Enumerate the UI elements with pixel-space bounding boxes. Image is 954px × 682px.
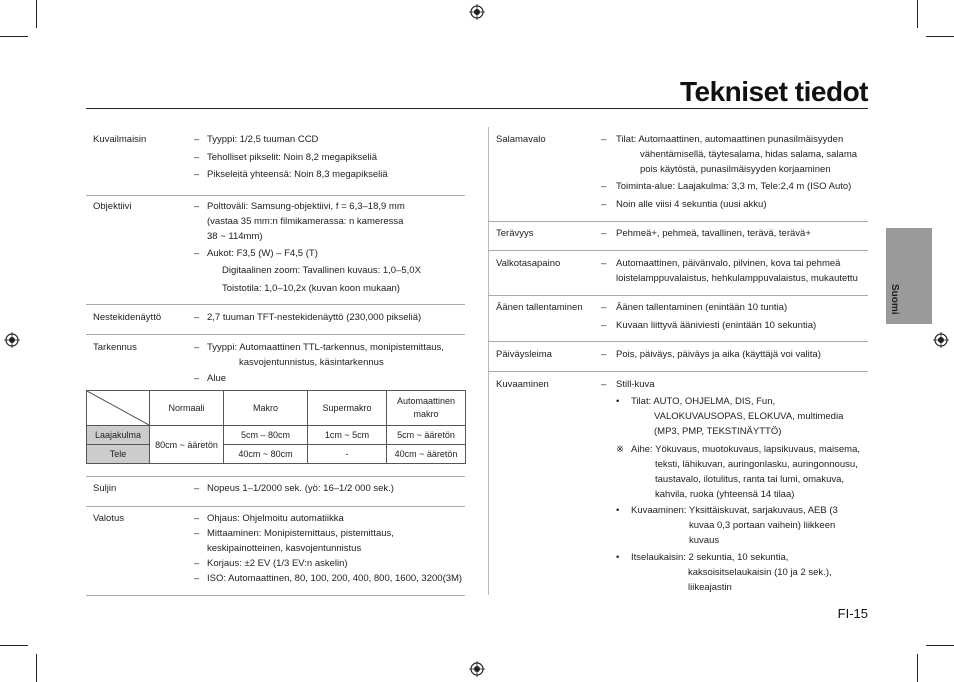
- spec-item: Kuvaaminen: Yksittäiskuvat, sarjakuvaus, AEB (3: [631, 505, 838, 516]
- table-cell: 5cm – 80cm: [224, 426, 308, 445]
- registration-mark-icon: [4, 332, 20, 348]
- dash-marker: –: [194, 248, 200, 259]
- spec-item: taustavalo, ilotulitus, ranta tai lumi, omakuva,: [655, 474, 845, 485]
- spec-item: Tyyppi: Automaattinen TTL-tarkennus, monipistemittaus,: [207, 342, 444, 353]
- spec-item: Pois, päiväys, päiväys ja aika (käyttäjä voi valita): [616, 349, 821, 360]
- focus-range-table: [86, 390, 466, 464]
- spec-item: Kuvaan liittyvä ääniviesti (enintään 10 sekuntia): [616, 320, 817, 331]
- row-header: Laajakulma: [87, 426, 150, 445]
- spec-item: Mittaaminen: Monipistemittaus, pistemittaus,: [207, 528, 394, 539]
- separator: [488, 295, 868, 296]
- table-cell: 1cm ~ 5cm: [308, 426, 387, 445]
- spec-item: kahvila, ruoka (yhteensä 14 tilaa): [655, 489, 795, 500]
- spec-item: liikeajastin: [688, 582, 732, 593]
- spec-item: kuvaa 0,3 portaan vaihein) liikkeen: [689, 520, 836, 531]
- spec-item: kaksoisitselaukaisin (10 ja 2 sek.),: [688, 567, 832, 578]
- spec-item: loistelamppuvalaistus, hehkulamppuvalaistus, mukautettu: [616, 273, 858, 284]
- crop-mark: [36, 0, 37, 28]
- separator: [488, 250, 868, 251]
- dash-marker: –: [194, 558, 200, 569]
- spec-item: Pehmeä+, pehmeä, tavallinen, terävä, terävä+: [616, 228, 811, 239]
- spec-item: Automaattinen, päivänvalo, pilvinen, kova tai pehmeä: [616, 258, 841, 269]
- dash-marker: –: [194, 483, 200, 494]
- crop-mark: [0, 36, 28, 37]
- spec-label: Kuvaaminen: [496, 379, 549, 390]
- spec-label: Valkotasapaino: [496, 258, 561, 269]
- spec-item: Ohjaus: Ohjelmoitu automatiikka: [207, 513, 344, 524]
- spec-item: Still-kuva: [616, 379, 655, 390]
- spec-item: Tilat: AUTO, OHJELMA, DIS, Fun,: [631, 396, 776, 407]
- spec-item: Nopeus 1–1/2000 sek. (yö: 16–1/2 000 sek.): [207, 483, 394, 494]
- bullet-icon: •: [616, 505, 620, 516]
- spec-label: Objektiivi: [93, 201, 132, 212]
- bullet-icon: •: [616, 552, 620, 563]
- separator: [86, 334, 465, 335]
- dash-marker: –: [194, 513, 200, 524]
- dash-marker: –: [601, 134, 607, 145]
- spec-item: Polttoväli: Samsung-objektiivi, f = 6,3–18,9 mm: [207, 201, 405, 212]
- registration-mark-icon: [933, 332, 949, 348]
- spec-item: Itselaukaisin: 2 sekuntia, 10 sekuntia,: [631, 552, 789, 563]
- spec-item: vähentämisellä, täytesalama, hidas salama, salama: [640, 149, 858, 160]
- table-cell: 5cm ~ ääretön: [387, 426, 466, 445]
- dash-marker: –: [601, 379, 607, 390]
- dash-marker: –: [194, 528, 200, 539]
- separator: [86, 595, 465, 596]
- page-title: Tekniset tiedot: [679, 76, 868, 107]
- spec-item: Aihe: Yökuvaus, muotokuvaus, lapsikuvaus, maisema,: [631, 444, 860, 455]
- registration-mark-icon: [469, 661, 485, 677]
- dash-marker: –: [194, 201, 200, 212]
- separator: [86, 476, 465, 477]
- spec-label: Äänen tallentaminen: [496, 302, 583, 313]
- note-mark-icon: ※: [616, 444, 624, 455]
- dash-marker: –: [601, 258, 607, 269]
- spec-label: Suljin: [93, 483, 117, 494]
- dash-marker: –: [601, 199, 607, 210]
- spec-item: VALOKUVAUSOPAS, ELOKUVA, multimedia: [654, 411, 844, 422]
- spec-item: Aukot: F3,5 (W) – F4,5 (T): [207, 248, 318, 259]
- dash-marker: –: [194, 373, 200, 384]
- page-number: FI-15: [837, 606, 868, 621]
- spec-item: 2,7 tuuman TFT-nestekidenäyttö (230,000 pikseliä): [207, 312, 422, 323]
- spec-item: Tilat: Automaattinen, automaattinen punasilmäisyyden: [616, 134, 844, 145]
- diagonal-line: [87, 391, 149, 425]
- spec-item: (MP3, PMP, TEKSTINÄYTTÖ): [654, 426, 782, 437]
- dash-marker: –: [601, 302, 607, 313]
- dash-marker: –: [194, 342, 200, 353]
- spec-label: Valotus: [93, 513, 124, 524]
- separator: [488, 371, 868, 372]
- spec-item: ISO: Automaattinen, 80, 100, 200, 400, 800, 1600, 3200(3M): [207, 573, 463, 584]
- language-tab-label: Suomi: [889, 284, 900, 315]
- spec-item: Digitaalinen zoom: Tavallinen kuvaus: 1,0–5,0X: [222, 265, 421, 276]
- table-cell: 80cm ~ ääretön: [150, 426, 224, 464]
- spec-label: Tarkennus: [93, 342, 137, 353]
- spec-item: Alue: [207, 373, 227, 384]
- registration-mark-icon: [469, 4, 485, 20]
- separator: [488, 221, 868, 222]
- title-rule: [86, 108, 868, 109]
- spec-item: kuvaus: [689, 535, 720, 546]
- column-header: Supermakro: [308, 391, 387, 426]
- table-cell: 40cm ~ 80cm: [224, 445, 308, 464]
- spec-item: Äänen tallentaminen (enintään 10 tuntia): [616, 302, 788, 313]
- column-divider: [488, 127, 489, 595]
- dash-marker: –: [194, 134, 200, 145]
- spec-label: Salamavalo: [496, 134, 546, 145]
- dash-marker: –: [194, 312, 200, 323]
- dash-marker: –: [194, 573, 200, 584]
- crop-mark: [0, 645, 28, 646]
- table-cell: -: [308, 445, 387, 464]
- spec-item: Noin alle viisi 4 sekuntia (uusi akku): [616, 199, 767, 210]
- dash-marker: –: [194, 152, 200, 163]
- column-header: Automaattinen makro: [387, 391, 466, 426]
- dash-marker: –: [194, 169, 200, 180]
- spec-item: keskipainotteinen, kasvojentunnistus: [207, 543, 362, 554]
- crop-mark: [917, 654, 918, 682]
- spec-label: Päiväysleima: [496, 349, 552, 360]
- spec-item: Pikseleitä yhteensä: Noin 8,3 megapikseliä: [207, 169, 388, 180]
- spec-label: Kuvailmaisin: [93, 134, 147, 145]
- crop-mark: [926, 645, 954, 646]
- spec-item: 38 ~ 114mm): [207, 231, 263, 242]
- column-header: Normaali: [150, 391, 224, 426]
- table-cell: 40cm ~ ääretön: [387, 445, 466, 464]
- dash-marker: –: [601, 349, 607, 360]
- spec-label: Terävyys: [496, 228, 534, 239]
- separator: [86, 506, 465, 507]
- spec-item: kasvojentunnistus, käsintarkennus: [239, 357, 384, 368]
- spec-item: Korjaus: ±2 EV (1/3 EV:n askelin): [207, 558, 348, 569]
- column-header: Makro: [224, 391, 308, 426]
- spec-item: (vastaa 35 mm:n filmikamerassa: n kameressa: [207, 216, 404, 227]
- crop-mark: [36, 654, 37, 682]
- bullet-icon: •: [616, 396, 620, 407]
- spec-item: Toiminta-alue: Laajakulma: 3,3 m, Tele:2,4 m (ISO Auto): [616, 181, 852, 192]
- spec-item: teksti, lähikuvan, auringonlasku, auringonnousu,: [655, 459, 858, 470]
- spec-item: pois käytöstä, punasilmäisyyden korjaaminen: [640, 164, 831, 175]
- language-tab: [886, 228, 932, 324]
- spec-item: Tyyppi: 1/2,5 tuuman CCD: [207, 134, 319, 145]
- separator: [86, 304, 465, 305]
- crop-mark: [917, 0, 918, 28]
- separator: [86, 195, 465, 196]
- row-header: Tele: [87, 445, 150, 464]
- table-corner: [87, 391, 150, 426]
- dash-marker: –: [601, 181, 607, 192]
- spec-label: Nestekidenäyttö: [93, 312, 162, 323]
- spec-item: Toistotila: 1,0–10,2x (kuvan koon mukaan): [222, 283, 400, 294]
- dash-marker: –: [601, 320, 607, 331]
- crop-mark: [926, 36, 954, 37]
- dash-marker: –: [601, 228, 607, 239]
- spec-item: Teholliset pikselit: Noin 8,2 megapikseliä: [207, 152, 378, 163]
- separator: [488, 341, 868, 342]
